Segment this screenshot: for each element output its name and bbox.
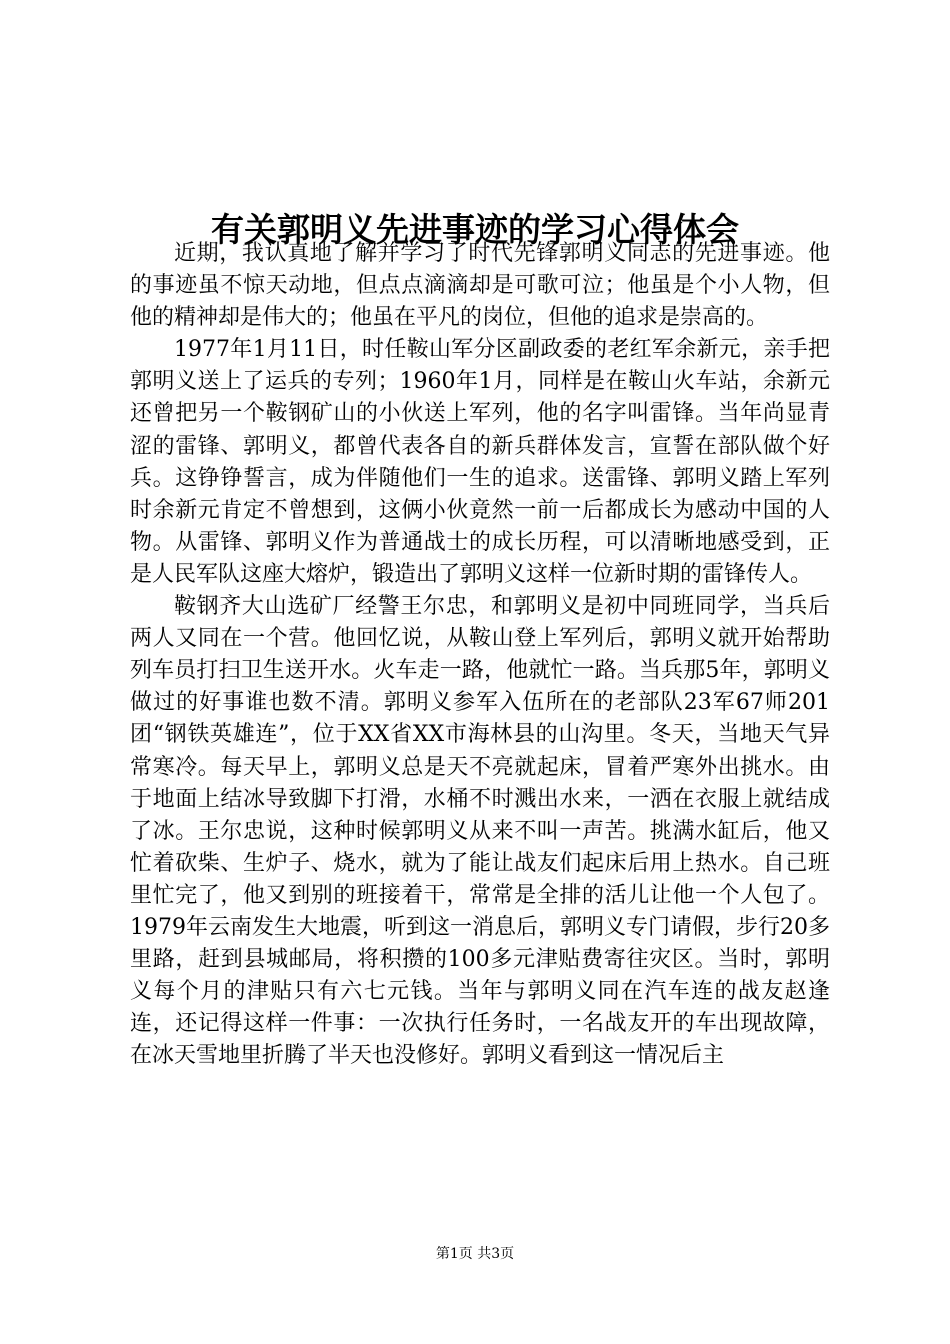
document-body — [130, 238, 830, 1072]
paragraph-2: 1977年1月11日，时任鞍山军分区副政委的老红军余新元，亲手把郭明义送上了运兵的专列；1960年1月，同样是在鞍山火车站，余新元还曾把另一个鞍钢矿山的小伙送上军列，他的名字叫雷锋。当年尚显青涩的雷锋、郭明义，都曾代表各自的新兵群体发言，宣誓在部队做个好兵。这铮铮誓言，成为伴随他们一生的追求。送雷锋、郭明义踏上军列时余新元肯定不曾想到，这俩小伙竟然一前一后都成长为感动中国的人物。从雷锋、郭明义作为普通战士的成长历程，可以清晰地感受到，正是人民军队这座大熔炉，锻造出了郭明义这样一位新时期的雷锋传人。 — [130, 337, 830, 587]
page-footer: 第1页 共3页 — [435, 1246, 515, 1262]
paragraph-1: 近期，我认真地了解并学习了时代先锋郭明义同志的先进事迹。他的事迹虽不惊天动地，但点点滴滴却是可歌可泣；他虽是个小人物，但他的精神却是伟大的；他虽在平凡的岗位，但他的追求是崇高的。 — [130, 241, 830, 331]
document-title: 有关郭明义先进事迹的学习心得体会 — [211, 210, 739, 250]
paragraph-3: 鞍钢齐大山选矿厂经警王尔忠，和郭明义是初中同班同学，当兵后两人又同在一个营。他回忆说，从鞍山登上军列后，郭明义就开始帮助列车员打扫卫生送开水。火车走一路，他就忙一路。当兵那5年，郭明义做过的好事谁也数不清。郭明义参军入伍所在的老部队23军67师201团“钢铁英雄连”，位于XX省XX市海林县的山沟里。冬天，当地天气异常寒冷。每天早上，郭明义总是天不亮就起床，冒着严寒外出挑水。由于地面上结冰导致脚下打滑，水桶不时溅出水来，一洒在衣服上就结成了冰。王尔忠说，这种时候郭明义从来不叫一声苦。挑满水缸后，他又忙着砍柴、生炉子、烧水，就为了能让战友们起床后用上热水。自己班里忙完了，他又到别的班接着干，常常是全排的活儿让他一个人包了。1979年云南发生大地震，听到这一消息后，郭明义专门请假，步行20多里路，赶到县城邮局，将积攒的100多元津贴费寄往灾区。当时，郭明义每个月的津贴只有六七元钱。当年与郭明义同在汽车连的战友赵逢连，还记得这样一件事：一次执行任务时，一名战友开的车出现故障，在冰天雪地里折腾了半天也没修好。郭明义看到这一情况后主 — [130, 594, 830, 1069]
